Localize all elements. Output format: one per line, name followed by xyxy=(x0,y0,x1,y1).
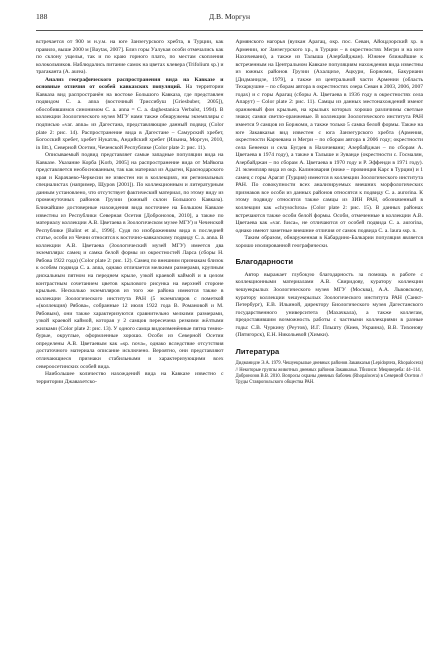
paragraph: Армянского нагорья (вулкан Арагац, окр. пос. Севан, Айоцдзорский хр. в Армении, юг Занзегурского хр., в Турции – в окрестностях Мегри и на юге Нахичевани), а также из Талыша (Азербайджан). Южнее ближайшие к встреченным на Центральном Кавказе популяциям нахождения вида известны из южных районов Грузии (Ахалцихе, Ацкури, Боржоми, Бакуриани [Дидманидзе, 1979], а также из центральной части Армении (область Техаркушне – по сборам автора в окрестностях озера Севан в 2003, 2006, 2007 годах) и с горы Арагац (сборы А. Цветаева в 1936 году в окрестностях села Апарут) – Color plate 2: рис. 11). Самцы из данных местонахождений имеют оранжевый фон крыльев, на крыльях которых хорошо различимы светлые знаки; самки светло-оранжевые. В коллекции Зоологического института РАН имеется 9 самцов из Боржоми, а также только 5 самка белой формы. Также на юге Закавказья вид известен с юга Занзегурского хребта (Армения, окрестности Карчевана и Мегри – по сборам автора в 2006 году; окрестности села Бенееки и села Бугдев в Нахичевани; Азербайджан – по сборам А. Цветаева в 1974 году), а также в Талыше и Зувандe (окрестности с. Госмалян, Азербайджан – по сборам А. Цветаева в 1970 году и Р. Эффенди в 1971 году). 21 экземпляр вида из окр. Калиновария (ниже – провинция Карс в Турции) и 1 самец с горы Арагат (Турция) имеются в коллекции Зоологического института РАН. По совокупности всех анализируемых внешних морфологических признаков все особи из данных районов относятся к подвиду C. a. aurorina. К этому подвиду относятся также самцы из ЗИН РАН, обозначенный в коллекции как «chrysochroa» (Color plate 2: рис. 15). В данных районах встречаются также особи белой формы. Особи, отмеченные в коллекции А.В. Цветаева как «var. fusca», не отличаются от особей подвида C. a. aurorina, однако имеют заметные внешние отличия от самок подвида C. a. laura ssp. n. xyxy=(235,39,423,234)
paragraph: Таким образом, обнаруженная в Кабардино-Балкарии популяция является хорошо изолированной географически. xyxy=(235,235,423,249)
paragraph: Описываемый подвид представляет самые западные популяции вида на Кавказе. Указание Корба [Korb, 2005] на распространение вида от Майкопа представляется необоснованным, так как материал из Адыгеи, Краснодарского края и Карачаево-Черкесии не известен ни в коллекциях, ни региональных специалистах (например, Щуров [2001]). По коллекционным и литературным данным установлено, что отсутствует фактический материал, по этому виду из промежуточных районов Грузии (южный склон Большого Кавказа). Ближайшие достоверные нахождения вида восточнее на Большом Кавказе известны из Республики Северная Осетия [Добронозов, 2010], а также по материалу коллекции А.В. Цветаева в Зоологическом музее МГУ) и Чеченской Республике [Balint et al., 1996]. Судя по изображениям вида в последней статье, особи из Чечни относятся к восточно-кавказскому подвиду C. a. anna. В коллекции А.В. Цветаева (Зоологический музей МГУ) имеется два экземпляра: самец и самка белой формы из окрестностей Ларса (сборы Н. Рябова 1922 года) (Color plate 2: рис. 12). Самец по внешним признакам близок к особям подвида C. a. anna, однако отличается мелкими размерами, крупным дискальным пятном на переднем крыле, узкой краевой каймой и в целом контрастным сочетанием цветов крылового рисунка на верхней стороне крыльев. Несколько экземпляров из того же района имеются также в коллекции Зоологического института РАН (5 экземпляров с пометкой «(коллекция) Рябова», собранные 12 июля 1922 года В. Романовой и М. Рябовым), они также характеризуются сравнительно мелкими размерами, узкой краевой каймой, которая у 2 самцов пересечена резкими жёлтыми жилками (Color plate 2: рис. 13). У одного самца видоизменённые пятна темно-бурые, округлые, оформленные хорошо. Особи из Северной Осетии определены А.В. Цветаевым как «sp. nova», однако вследствие отсутствия достаточного материала описание исключено. Вероятно, они представляют отличающиеся признаки стабильными и характеризующими всех североосетинских особей вида. xyxy=(36,152,224,370)
text-columns xyxy=(36,39,423,386)
paragraph-analysis xyxy=(36,77,224,152)
running-head: Д.В. Моргун xyxy=(208,12,251,21)
paragraph-lead-bold: Анализ географического распространения вида на Кавказе и основные отличия от особей кавказских популяций. xyxy=(36,76,224,91)
right-column xyxy=(236,39,424,386)
acknowledgements-heading: Благодарности xyxy=(235,257,294,267)
reference-list xyxy=(236,361,424,386)
reference-item: Добронозов В.В. 2010. Вопросы охраны дневных бабочек (Rhopalocera) в Северной Осетии // Труды Ставропольского общества РАН. xyxy=(235,373,423,385)
paragraph: встречается от 900 м н.у.м. на юге Занзегурского хребта, в Турции, как правило, выше 2000 м [Baytas, 2007]. Близ горы Уалукая особи отмечались как по склону ущелья, так и по краю горного плато, по местам скопления колокольчиков. Наблюдались питание самок на цветах клевера (Trifolium sp.) и трагаканта (A. aurea). xyxy=(36,39,224,76)
paragraph-text: На территории Кавказа вид распространён на востоке Большого Кавказа, где представлен подвидом C. a. anna (восточный Триссибуш [Griesbuber, 2005]), обособившимся синонимом C. a. anna = C. a. daghestanica Verbalst, 1994). В коллекции Зоологического музея МГУ нами также обнаружены экземпляры с подписью «var. anna» из Дагестана, представляющие данный подвид (Color plate 2: рис. 14). Распространение вида в Дагестане – Самурский хребет, Богосский хребет, хребет Нукатль, Андийский хребет (Ильина, Моргун, 2010, in litt.), Северной Осетии, Чеченской Республике (Color plate 2: рис. 11). xyxy=(36,84,224,151)
left-column xyxy=(36,39,224,386)
reference-item: Дидманидзе Э.А. 1979. Чешуекрылые дневных районов Закавказья (Lepidoptera, Rhopalocera) // Некоторые группы животных дневных районов Закавказья. Тбилиси: Мецниереба: 44–114. xyxy=(235,361,423,373)
page-header xyxy=(36,12,423,31)
page-number: 188 xyxy=(36,12,48,21)
paragraph: Наибольшее количество нахождений вида на Кавказе известно с территории Джавахетско- xyxy=(36,371,224,385)
literature-heading: Литература xyxy=(235,346,280,356)
acknowledgements-text: Автор выражает глубокую благодарность за помощь в работе с коллекционными материалами А.В. Свиридову, куратору коллекции чешуекрылых Зоологического музея МГУ (Москва), А.А. Львовскому, куратору коллекции чешуекрылых Зоологического института РАН (Санкт-Петербург), Е.В. Ильиной, директору Биологического музея Дагестанского государственного университета (Махачкала), а также коллегам, предоставившим возможность работы с частными коллекциями в разные годы: С.В. Чуркину (Реутов), И.Г. Пльшту (Киев, Украина), В.В. Тихонову (Пятигорск), Е.Н. Никольевой (Химки). xyxy=(235,271,423,339)
